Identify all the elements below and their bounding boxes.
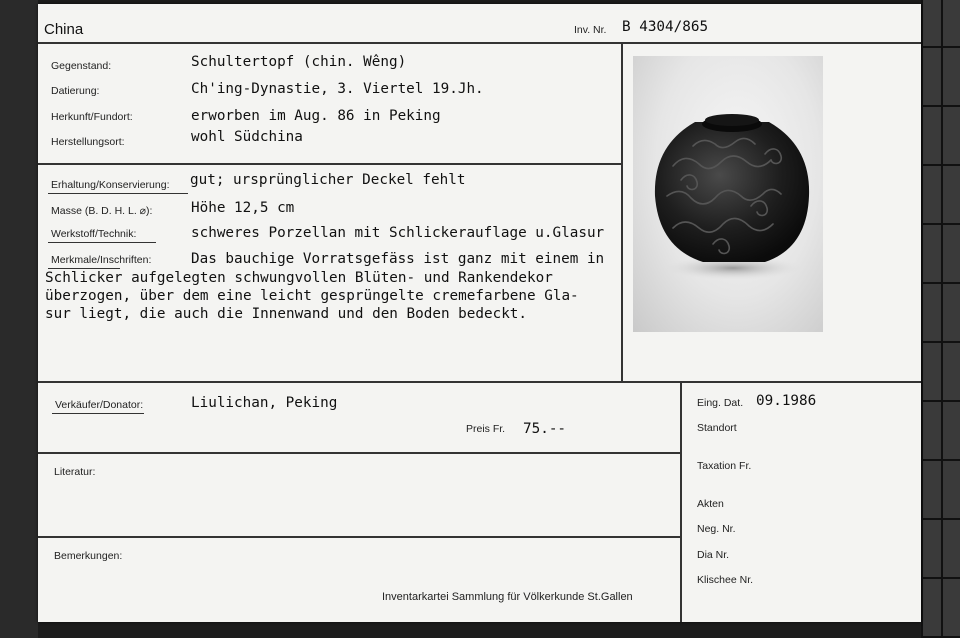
divider-purchase (38, 452, 682, 454)
inventory-card (38, 4, 921, 622)
schlicker-underline (48, 268, 120, 269)
merkmale-line-3: überzogen, über dem eine leicht gesprüngelte cremefarbene Gla- (45, 288, 579, 304)
masse-label: Masse (B. D. H. L. ⌀): (51, 205, 153, 217)
herstellungsort-label: Herstellungsort: (51, 136, 125, 148)
dia-nr-label: Dia Nr. (697, 549, 730, 561)
divider-top-fields (38, 163, 623, 165)
eing-dat-value: 09.1986 (756, 393, 817, 409)
divider-header (38, 42, 921, 44)
merkmale-line-4: sur liegt, die auch die Innenwand und den Boden bedeckt. (45, 306, 528, 322)
footer-label: Inventarkartei Sammlung für Völkerkunde St.Gallen (382, 591, 633, 603)
datierung-value: Ch'ing-Dynastie, 3. Viertel 19.Jh. (191, 81, 484, 97)
erhaltung-label: Erhaltung/Konservierung: (51, 179, 170, 191)
verkaeufer-label: Verkäufer/Donator: (55, 399, 144, 411)
preis-value: 75.-- (523, 421, 567, 437)
merkmale-line-2: Schlicker aufgelegten schwungvollen Blüten- und Rankendekor (45, 270, 553, 286)
inv-nr-value: B 4304/865 (622, 19, 709, 35)
background-strip (0, 0, 38, 638)
masse-value: Höhe 12,5 cm (191, 200, 295, 216)
datierung-label: Datierung: (51, 85, 100, 97)
erhaltung-underline (48, 193, 188, 194)
divider-literatur (38, 536, 682, 538)
country-label: China (44, 21, 84, 38)
werkstoff-value: schweres Porzellan mit Schlickerauflage u.Glasur (191, 225, 605, 241)
neg-nr-label: Neg. Nr. (697, 523, 736, 535)
eing-dat-label: Eing. Dat. (697, 397, 744, 409)
verkaeufer-value: Liulichan, Peking (191, 395, 338, 411)
merkmale-label: Merkmale/Inschriften: (51, 254, 152, 266)
herstellungsort-value: wohl Südchina (191, 129, 303, 145)
divider-photo (621, 42, 623, 382)
taxation-label: Taxation Fr. (697, 460, 752, 472)
akten-label: Akten (697, 498, 724, 510)
divider-description (38, 381, 921, 383)
vase-photo (633, 56, 823, 332)
werkstoff-label: Werkstoff/Technik: (51, 228, 137, 240)
preis-label: Preis Fr. (466, 423, 506, 435)
background-grid (921, 0, 960, 638)
gegenstand-value: Schultertopf (chin. Wêng) (191, 54, 407, 70)
herkunft-label: Herkunft/Fundort: (51, 111, 133, 123)
verkaeufer-underline (52, 413, 144, 414)
gegenstand-label: Gegenstand: (51, 60, 112, 72)
merkmale-line-1: Das bauchige Vorratsgefäss ist ganz mit einem in (191, 251, 605, 267)
standort-label: Standort (697, 422, 737, 434)
inv-nr-label: Inv. Nr. (574, 24, 607, 36)
werkstoff-underline (48, 242, 156, 243)
vase-photo-icon (633, 56, 823, 332)
klischee-nr-label: Klischee Nr. (697, 574, 754, 586)
herkunft-value: erworben im Aug. 86 in Peking (191, 108, 441, 124)
literatur-label: Literatur: (54, 466, 96, 478)
bemerkungen-label: Bemerkungen: (54, 550, 123, 562)
divider-admin (680, 381, 682, 622)
erhaltung-value: gut; ursprünglicher Deckel fehlt (190, 172, 466, 188)
